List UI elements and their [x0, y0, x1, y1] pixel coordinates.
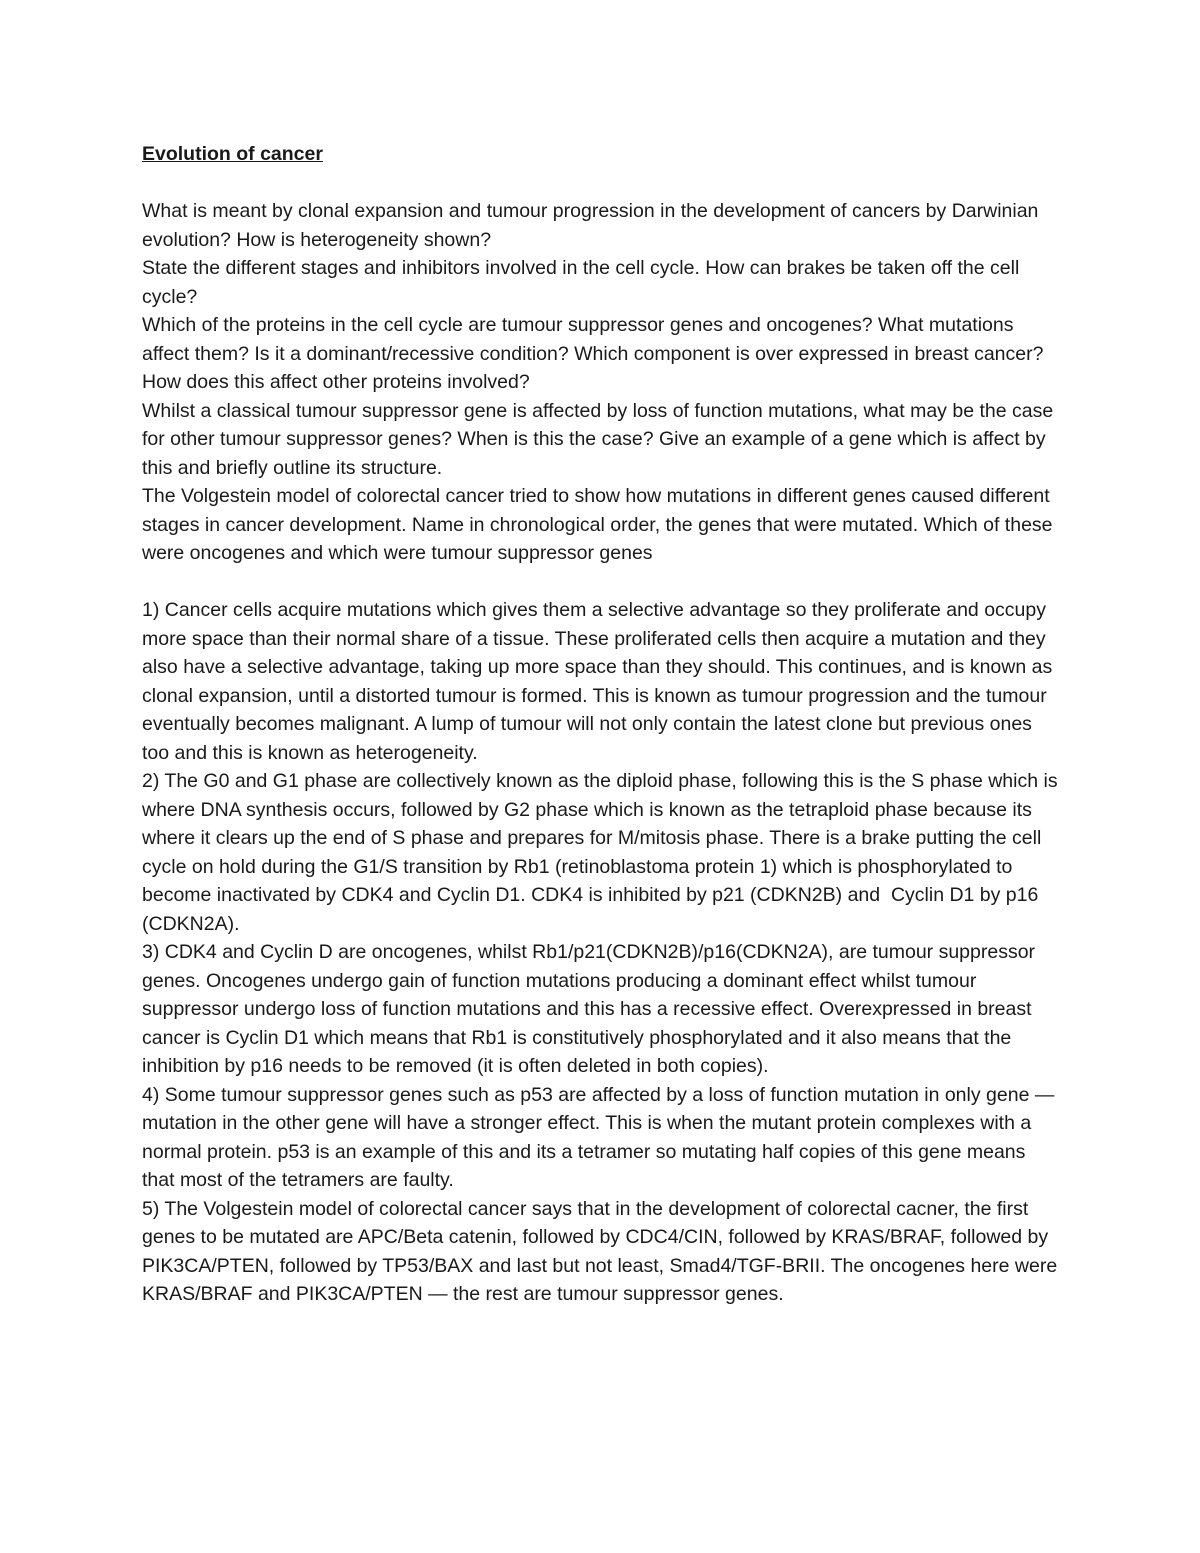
answer-4: 4) Some tumour suppressor genes such as p53 are affected by a loss of function mutation in only gene — mutation in the other gene will have a stronger effect. This is when the mutant protein complexes with a normal protein. p53 is an example of this and its a tetramer so mutating half copies of this gene means that most of the tetramers are faulty.: [142, 1083, 1060, 1191]
answer-2: 2) The G0 and G1 phase are collectively known as the diploid phase, following this is the S phase which is where DNA synthesis occurs, followed by G2 phase which is known as the tetraploid phase because its where it clears up the end of S phase and prepares for M/mitosis phase. There is a brake putting the cell cycle on hold during the G1/S transition by Rb1 (retinoblastoma protein 1) which is phosphorylated to become inactivated by CDK4 and Cyclin D1. CDK4 is inhibited by p21 (CDKN2B) and Cyclin D1 by p16 (CDKN2A).: [142, 770, 1063, 935]
question-2: State the different stages and inhibitors involved in the cell cycle. How can brakes be taken off the cell cycle?: [142, 257, 1025, 308]
document-title: Evolution of cancer: [142, 143, 323, 165]
question-5: The Volgestein model of colorectal cancer tried to show how mutations in different genes caused different stages in cancer development. Name in chronological order, the genes that were mutated. Which of these were oncogenes and which were tumour suppressor genes: [142, 485, 1058, 564]
question-1: What is meant by clonal expansion and tumour progression in the development of cancers by Darwinian evolution? How is heterogeneity shown?: [142, 200, 1044, 251]
title-spacer: [142, 169, 1062, 198]
answer-5: 5) The Volgestein model of colorectal cancer says that in the development of colorectal cacner, the first genes to be mutated are APC/Beta catenin, followed by CDC4/CIN, followed by KRAS/BRAF, followed by PIK3CA/PTEN, followed by TP53/BAX and last but not least, Smad4/TGF-BRII. The oncogenes here were KRAS/BRAF and PIK3CA/PTEN — the rest are tumour suppressor genes.: [142, 1197, 1063, 1305]
answer-3: 3) CDK4 and Cyclin D are oncogenes, whilst Rb1/p21(CDKN2B)/p16(CDKN2A), are tumour suppressor genes. Oncogenes undergo gain of function mutations producing a dominant effect whilst tumour suppressor undergo loss of function mutations and this has a recessive effect. Overexpressed in breast cancer is Cyclin D1 which means that Rb1 is constitutively phosphorylated and it also means that the inhibition by p16 needs to be removed (it is often deleted in both copies).: [142, 941, 1041, 1077]
answer-1: 1) Cancer cells acquire mutations which gives them a selective advantage so they proliferate and occupy more space than their normal share of a tissue. These proliferated cells then acquire a mutation and they also have a selective advantage, taking up more space than they should. This continues, and is known as clonal expansion, until a distorted tumour is formed. This is known as tumour progression and the tumour eventually becomes malignant. A lump of tumour will not only contain the latest clone but previous ones too and this is known as heterogeneity.: [142, 599, 1058, 764]
question-4: Whilst a classical tumour suppressor gene is affected by loss of function mutations, what may be the case for other tumour suppressor genes? When is this the case? Give an example of a gene which is affect by this and briefly outline its structure.: [142, 399, 1059, 479]
question-3: Which of the proteins in the cell cycle are tumour suppressor genes and oncogenes? What mutations affect them? Is it a dominant/recessive condition? Which component is over expressed in breast cancer? How does this affect other proteins involved?: [142, 314, 1049, 393]
document-page: [142, 140, 1062, 1309]
section-spacer: [142, 568, 1062, 597]
